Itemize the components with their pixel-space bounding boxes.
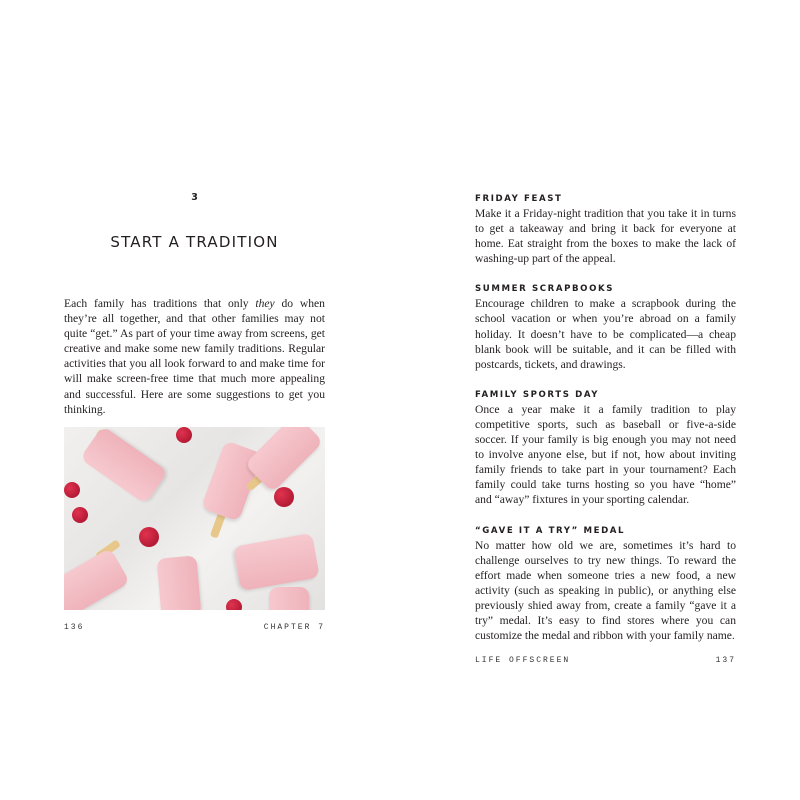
section-family-sports-day bbox=[475, 388, 736, 508]
footer-page-number-right: 137 bbox=[715, 656, 736, 666]
section-body: Once a year make it a family tradition to play competitive sports, such as baseball or five-a-side soccer. If your family is big enough you may not need to involve anyone else, but if not, how about inviting family friends to take part in your tournament? Each family could take turns hosting so you have “home” and “away” fixtures in your sporting calendar. bbox=[475, 402, 736, 507]
right-page-column bbox=[475, 192, 736, 666]
section-heading: “GAVE IT A TRY” MEDAL bbox=[475, 525, 626, 536]
left-page-column bbox=[64, 296, 325, 633]
section-body: No matter how old we are, sometimes it’s hard to challenge ourselves to try new things. To reward the effort made when someone tries a new food, a new activity (such as speaking in public), or anything else previously shied away from, create a family “gave it a try” medal. It’s easy to find stores where you can customize the medal and ribbon with your family name. bbox=[475, 538, 736, 643]
section-friday-feast bbox=[475, 192, 736, 266]
footer-page-number-left: 136 bbox=[64, 622, 85, 632]
suggestions-list bbox=[475, 192, 736, 643]
intro-text: Each family has traditions that only bbox=[64, 297, 256, 310]
footer-running-head-right: LIFE OFFSCREEN bbox=[475, 656, 571, 666]
chapter-number: 3 bbox=[191, 192, 198, 203]
footer-running-head-left: CHAPTER 7 bbox=[263, 622, 325, 632]
intro-italic: they bbox=[255, 297, 275, 310]
section-body: Make it a Friday-night tradition that you take it in turns to get a takeaway and bring it back for everyone at home. Eat straight from the boxes to make the lack of washing-up part of the appeal. bbox=[475, 207, 736, 266]
section-gave-it-a-try-medal bbox=[475, 524, 736, 644]
section-heading: FAMILY SPORTS DAY bbox=[475, 389, 600, 400]
intro-text-cont: do when they’re all together, and that other families may not quite “get.” As part of your time away from screens, get creative and make some new family traditions. Regular activities that you all look forward to and make time for will make screen-free time that much more appealing and successful. Here are some suggestions to get you thinking. bbox=[64, 297, 325, 416]
section-heading: FRIDAY FEAST bbox=[475, 194, 563, 204]
right-footer bbox=[475, 643, 736, 666]
intro-paragraph bbox=[64, 296, 325, 417]
section-heading: SUMMER SCRAPBOOKS bbox=[475, 284, 615, 295]
section-body: Encourage children to make a scrapbook during the school vacation or when you’re abroad on a family holiday. It doesn’t have to be complicated—a cheap blank book will be suitable, and it can be filled with postcards, tickets, and drawings. bbox=[475, 297, 736, 371]
page-title: START A TRADITION bbox=[110, 233, 279, 251]
section-summer-scrapbooks bbox=[475, 282, 736, 371]
left-footer bbox=[64, 610, 325, 633]
popsicles-photo bbox=[64, 427, 325, 610]
